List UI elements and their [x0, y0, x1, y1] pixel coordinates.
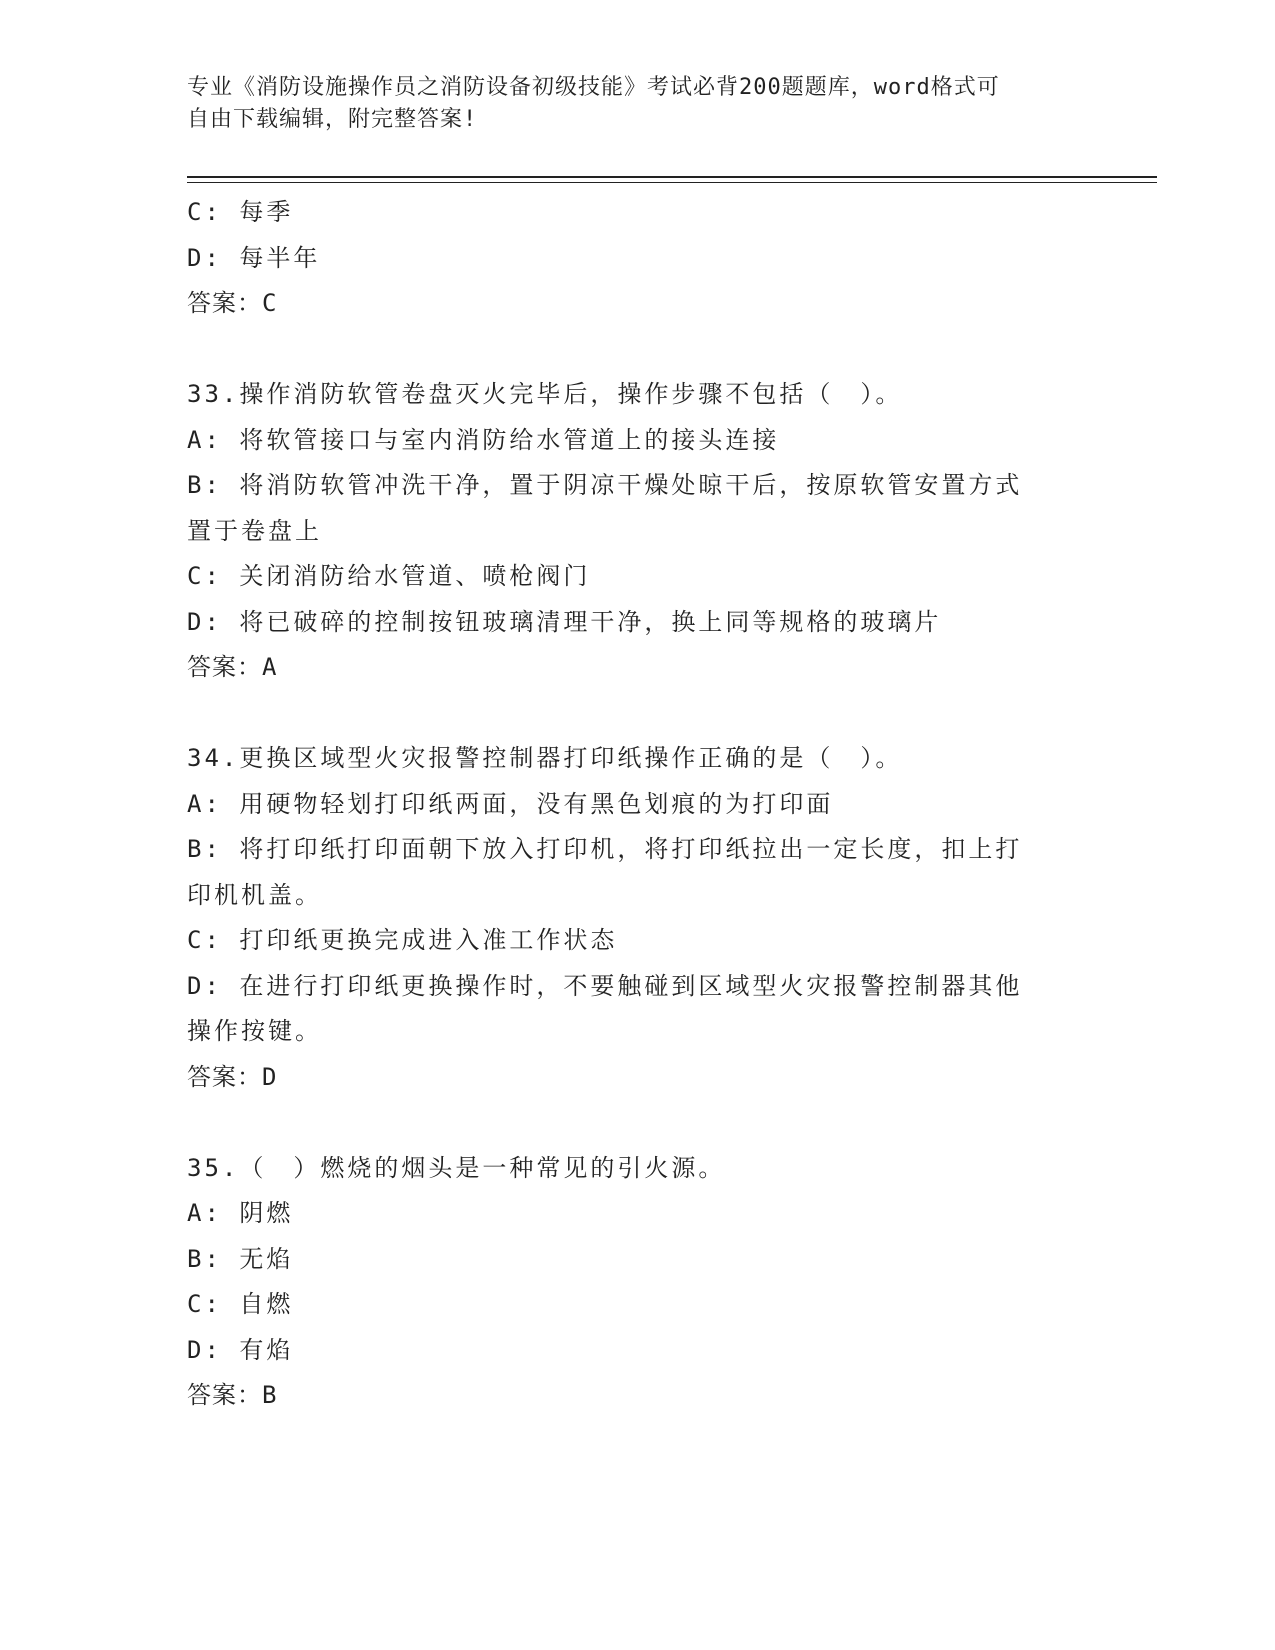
question-gap: [187, 1100, 1087, 1146]
option-d: D: 每半年: [187, 243, 321, 272]
option-b: B: 将消防软管冲洗干净，置于阴凉干燥处晾干后，按原软管安置方式: [187, 471, 1023, 499]
question-gap: [187, 327, 1087, 373]
question-list: [187, 190, 1087, 1419]
answer-line: 答案：B: [187, 1381, 278, 1409]
question-block-35: [187, 1146, 1087, 1419]
option-a: A: 阴燃: [187, 1199, 294, 1227]
question-gap: [187, 691, 1087, 737]
answer-line: 答案：C: [187, 289, 278, 317]
answer-line: 答案：A: [187, 653, 278, 681]
question-block-partial: [187, 190, 1087, 327]
option-d-continued: 操作按键。: [187, 1017, 322, 1045]
option-c: C: 打印纸更换完成进入准工作状态: [187, 926, 618, 954]
document-header: [187, 72, 1067, 136]
option-b-continued: 印机机盖。: [187, 880, 322, 909]
header-line-1: 专业《消防设施操作员之消防设备初级技能》考试必背200题题库，word格式可: [187, 75, 1000, 100]
option-b: B: 将打印纸打印面朝下放入打印机，将打印纸拉出一定长度，扣上打: [187, 835, 1023, 863]
answer-line: 答案：D: [187, 1062, 278, 1091]
option-b: B: 无焰: [187, 1244, 294, 1273]
option-a: A: 用硬物轻划打印纸两面，没有黑色划痕的为打印面: [187, 789, 834, 818]
question-stem: 33.操作消防软管卷盘灭火完毕后，操作步骤不包括（ ）。: [187, 380, 903, 408]
option-c: C: 每季: [187, 198, 294, 226]
option-c: C: 自燃: [187, 1290, 294, 1318]
header-divider-thin: [187, 182, 1157, 183]
option-c: C: 关闭消防给水管道、喷枪阀门: [187, 562, 591, 590]
option-a: A: 将软管接口与室内消防给水管道上的接头连接: [187, 425, 780, 454]
header-divider-thick: [187, 176, 1157, 178]
header-line-2: 自由下载编辑，附完整答案!: [187, 107, 478, 132]
option-d: D: 有焰: [187, 1335, 294, 1364]
question-block-33: [187, 372, 1087, 691]
option-d: D: 在进行打印纸更换操作时，不要触碰到区域型火灾报警控制器其他: [187, 971, 1023, 1000]
question-stem: 34.更换区域型火灾报警控制器打印纸操作正确的是（ ）。: [187, 744, 903, 772]
question-block-34: [187, 736, 1087, 1100]
option-b-continued: 置于卷盘上: [187, 516, 322, 545]
option-d: D: 将已破碎的控制按钮玻璃清理干净，换上同等规格的玻璃片: [187, 607, 942, 636]
question-stem: 35.（ ）燃烧的烟头是一种常见的引火源。: [187, 1153, 726, 1182]
